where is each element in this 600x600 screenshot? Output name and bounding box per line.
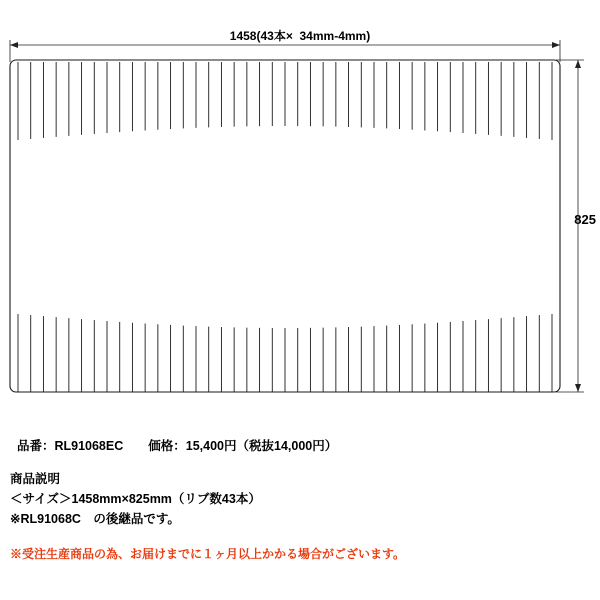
width-dimension-label: 1458(43本× 34mm-4mm): [229, 29, 371, 43]
spacer: [123, 439, 148, 453]
product-code: 品番：RL91068EC: [16, 438, 124, 453]
description-note: ※RL91068C の後継品です。: [10, 512, 180, 526]
height-dimension-label: 825: [574, 212, 596, 227]
made-to-order-notice: ※受注生産商品の為、お届けまでに１ヶ月以上かかる場合がございます。: [10, 547, 406, 561]
product-code-and-price: [10, 418, 590, 456]
product-price: 価格：15,400円（税抜14,000円）: [148, 438, 338, 453]
description-size: ＜サイズ＞1458mm×825mm（リブ数43本）: [10, 492, 261, 506]
description-heading: 商品説明: [10, 472, 61, 486]
